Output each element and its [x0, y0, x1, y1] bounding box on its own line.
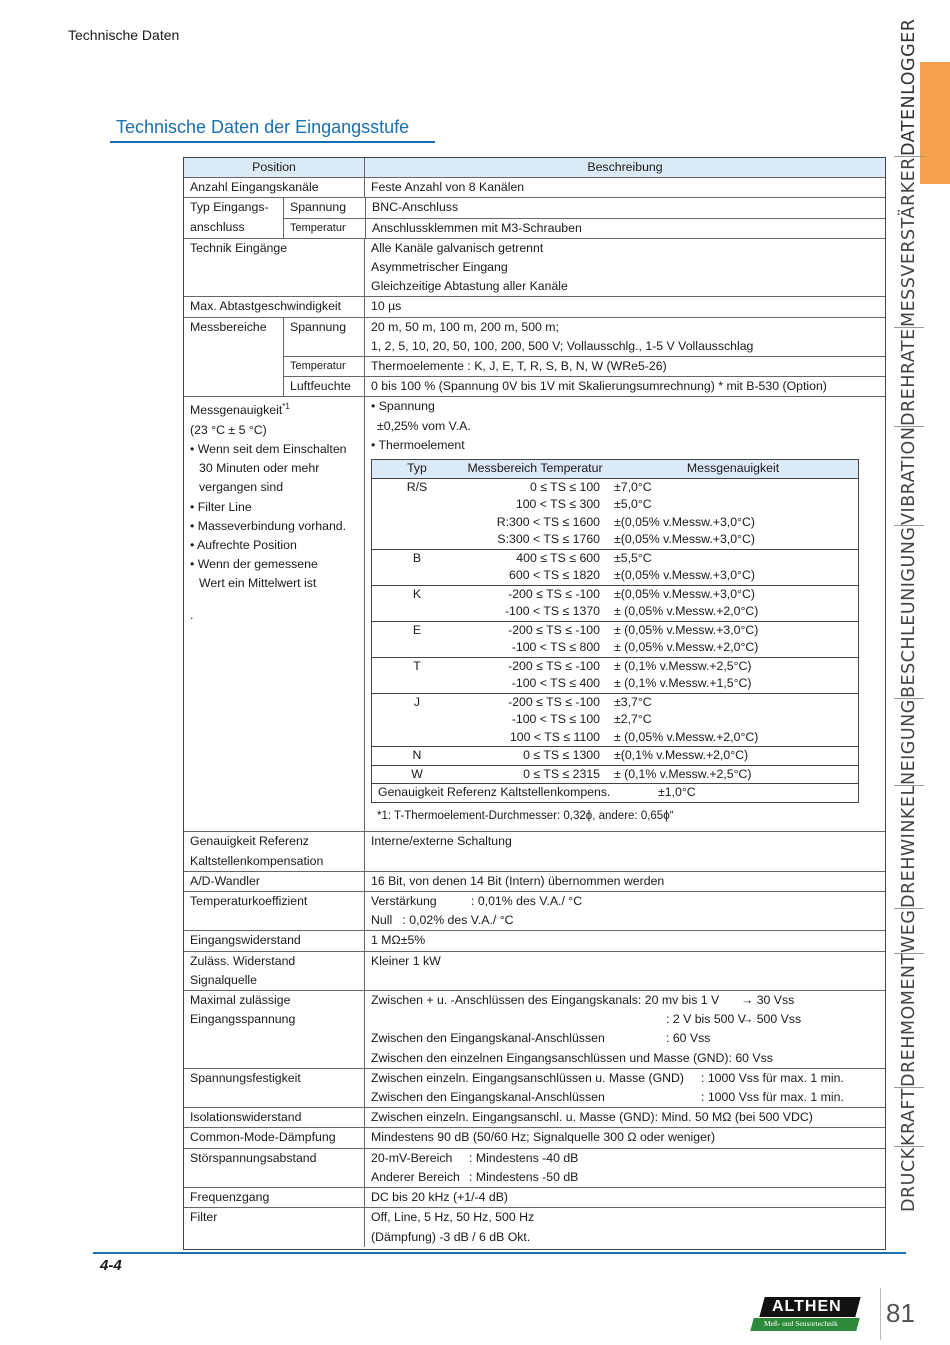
accuracy-value: ±3,7°C [614, 694, 652, 709]
row-sublabel: Spannung [284, 318, 365, 356]
inner-table-row [372, 550, 858, 568]
row-value: Anderer Bereich [371, 1169, 460, 1184]
page-number-divider [880, 1288, 881, 1340]
row-label: Temperaturkoeffizient [184, 892, 365, 930]
condition-item: • Wenn seit dem Einschalten [190, 441, 347, 456]
footnote: *1: T-Thermoelement-Durchmesser: 0,32ϕ, andere: 0,65ϕ“ [377, 809, 674, 822]
row-value: : 1000 Vss für max. 1 min. [701, 1090, 844, 1105]
logo-wordmark: ALTHEN [772, 1298, 842, 1315]
row-value: 20 m, 50 m, 100 m, 200 m, 500 m; [371, 319, 559, 334]
row-value: BNC-Anschluss [372, 200, 459, 215]
row-value: Zwischen den Eingangskanal-Anschlüssen [371, 1090, 605, 1105]
table-row-accuracy [184, 396, 885, 831]
sidebar-tab-kraft[interactable]: KRAFT [894, 1089, 924, 1148]
accuracy-value: ±7,0°C [614, 479, 652, 494]
col-header-description: Beschreibung [587, 160, 663, 174]
thermocouple-type: J [413, 694, 421, 709]
row-value: 1, 2, 5, 10, 20, 50, 100, 200, 500 V; Vollausschlg., 1-5 V Vollausschlag [371, 338, 754, 353]
temperature-range: 0 ≤ TS ≤ 100 [529, 479, 600, 494]
table-row [184, 871, 885, 891]
row-value: Off, Line, 5 Hz, 50 Hz, 500 Hz [371, 1210, 535, 1225]
inner-group-e [372, 621, 858, 657]
table-row [184, 238, 885, 297]
inner-table-row [372, 603, 858, 621]
row-label: Max. Abtastgeschwindigkeit [184, 297, 365, 316]
inner-table-row [372, 567, 858, 585]
inner-table-row [372, 729, 858, 747]
table-row [184, 891, 885, 930]
table-row [184, 317, 885, 397]
temperature-range: -100 < TS ≤ 800 [511, 640, 600, 655]
sidebar-tab-drehrate[interactable]: DREHRATE [894, 328, 924, 427]
row-value: ±0,25% vom V.A. [377, 418, 471, 433]
thermocouple-type [372, 711, 462, 729]
row-value: 16 Bit, von denen 14 Bit (Intern) übernommen werden [371, 873, 665, 888]
row-label: Maximal zulässige [190, 993, 291, 1008]
inner-table-row [372, 694, 858, 712]
accuracy-value: ± (0,05% v.Messw.+2,0°C) [614, 604, 759, 619]
row-value: : 0,01% des V.A./ °C [471, 894, 583, 909]
temperature-range: 600 < TS ≤ 1820 [509, 568, 600, 583]
row-label: Messgenauigkeit [190, 403, 283, 418]
inner-group-n [372, 746, 858, 765]
row-label: Technik Eingänge [184, 239, 365, 297]
inner-table-row [372, 675, 858, 693]
thermocouple-type: N [412, 748, 422, 763]
temperature-range: S:300 < TS ≤ 1760 [497, 532, 600, 547]
sidebar-tab-neigung[interactable]: NEIGUNG [894, 699, 924, 786]
row-value: Gleichzeitige Abtastung aller Kanäle [371, 279, 568, 294]
row-label: anschluss [190, 219, 245, 234]
row-value: Zwischen + u. -Anschlüssen des Eingangskanals: 20 mv bis 1 V [371, 993, 720, 1008]
table-row [184, 990, 885, 1068]
sidebar-tab-weg[interactable]: WEG [894, 909, 924, 953]
temperature-range: -100 < TS ≤ 1370 [504, 604, 600, 619]
inner-group-t [372, 657, 858, 693]
accuracy-value: ±(0,1% v.Messw.+2,0°C) [614, 748, 749, 763]
thermocouple-type [372, 675, 462, 693]
sidebar-tab-messverstärker[interactable]: MESSVERSTÄRKER [894, 157, 924, 328]
row-value: → 30 Vss [741, 993, 795, 1008]
inner-group-j [372, 693, 858, 747]
row-label: A/D-Wandler [184, 872, 365, 891]
row-label: Messbereiche [184, 318, 284, 397]
row-label: Störspannungsabstand [184, 1149, 365, 1187]
row-label: Eingangswiderstand [184, 931, 365, 950]
accuracy-value: ±(0,05% v.Messw.+3,0°C) [614, 532, 755, 547]
row-value: 0 bis 100 % (Spannung 0V bis 1V mit Skalierungsumrechnung) * mit B-530 (Option) [371, 379, 827, 394]
inner-table-row [372, 639, 858, 657]
inner-table-row [372, 711, 858, 729]
row-value: Mindestens 90 dB (50/60 Hz; Signalquelle 300 Ω oder weniger) [371, 1130, 716, 1145]
row-label: Typ Eingangs- [190, 200, 269, 215]
table-row [184, 1127, 885, 1147]
sidebar-tab-drehwinkel[interactable]: DREHWINKEL [894, 786, 924, 910]
temperature-range: 0 ≤ TS ≤ 2315 [523, 766, 600, 781]
table-row [184, 930, 885, 950]
inner-table-row [372, 496, 858, 514]
row-value: Null : 0,02% des V.A./ °C [371, 913, 514, 928]
stray-dot: . [190, 607, 194, 622]
row-value: Verstärkung [371, 894, 437, 909]
inner-table-row [372, 514, 858, 532]
condition-item: 30 Minuten oder mehr [199, 461, 320, 476]
table-row [184, 1068, 885, 1107]
temperature-range: -200 ≤ TS ≤ -100 [508, 622, 600, 637]
row-label: Anzahl Eingangskanäle [184, 178, 365, 197]
section-title-underline [110, 141, 435, 143]
condition-item: • Filter Line [190, 499, 252, 514]
thermocouple-type: T [413, 658, 421, 673]
temperature-range: R:300 < TS ≤ 1600 [496, 514, 600, 529]
row-value: Zwischen den einzelnen Eingangsanschlüssen und Masse (GND): 60 Vss [371, 1050, 773, 1065]
inner-table-row [372, 766, 858, 784]
inner-group-rs [372, 479, 858, 549]
row-value: Feste Anzahl von 8 Kanälen [371, 180, 525, 195]
thermocouple-accuracy-table [371, 459, 859, 803]
row-value: Zwischen einzeln. Eingangsanschl. u. Masse (GND): Mind. 50 MΩ (bei 500 VDC) [371, 1110, 813, 1125]
table-row [184, 177, 885, 197]
table-header-row [184, 158, 885, 177]
row-sublabel: Temperatur [284, 357, 365, 376]
row-value: 1 MΩ±5% [371, 933, 426, 948]
footer-rule [93, 1252, 906, 1254]
col-header-position: Position [184, 158, 365, 177]
row-value: Asymmetrischer Eingang [371, 260, 508, 275]
temperature-range: -200 ≤ TS ≤ -100 [508, 658, 600, 673]
inner-table-row [372, 622, 858, 640]
temperature-range: -100 < TS ≤ 400 [511, 676, 600, 691]
row-label: Spannungsfestigkeit [184, 1069, 365, 1107]
accuracy-value: ±5,5°C [614, 550, 652, 565]
condition-item: Wert ein Mittelwert ist [199, 576, 317, 591]
inner-table-row [372, 586, 858, 604]
table-row [184, 1207, 885, 1248]
logo-tagline: Meß- und Sensortechnik [764, 1319, 838, 1328]
accuracy-value: ±(0,05% v.Messw.+3,0°C) [614, 586, 755, 601]
condition-item: • Masseverbindung vorhand. [190, 518, 347, 533]
row-label: Genauigkeit Referenz [190, 834, 309, 849]
reference-label: Genauigkeit Referenz Kaltstellenkompens. [378, 785, 611, 800]
section-page-label: 4-4 [100, 1257, 122, 1274]
inner-col-typ: Typ [407, 461, 427, 476]
accuracy-value: ±(0,05% v.Messw.+3,0°C) [614, 568, 755, 583]
thermocouple-type: E [412, 622, 422, 637]
spec-table [183, 157, 886, 1250]
accuracy-value: ± (0,05% v.Messw.+3,0°C) [614, 622, 759, 637]
row-value: : 2 V bis 500 V [666, 1012, 746, 1027]
thermocouple-type [372, 567, 462, 585]
inner-group-w [372, 765, 858, 784]
inner-group-b [372, 549, 858, 585]
row-value: Zwischen einzeln. Eingangsanschlüssen u. Masse (GND) [371, 1070, 685, 1085]
sidebar-active-marker [920, 62, 950, 184]
row-label: Eingangsspannung [190, 1012, 296, 1027]
accuracy-value: ± (0,1% v.Messw.+2,5°C) [614, 766, 752, 781]
accuracy-value: ±5,0°C [614, 497, 652, 512]
sidebar-tab-beschleunigung[interactable]: BESCHLEUNIGUNG [894, 526, 924, 698]
running-header: Technische Daten [68, 27, 180, 43]
temperature-range: 400 ≤ TS ≤ 600 [516, 550, 600, 565]
thermocouple-type [372, 531, 462, 549]
accuracy-value: ±2,7°C [614, 712, 652, 727]
row-value: Anschlussklemmen mit M3-Schrauben [366, 218, 885, 238]
row-label: Isolationswiderstand [184, 1108, 365, 1127]
row-sublabel: Temperatur [284, 218, 365, 238]
sidebar-tab-vibration[interactable]: VIBRATION [894, 427, 924, 526]
temperature-range: -200 ≤ TS ≤ -100 [508, 586, 600, 601]
condition-item: vergangen sind [199, 480, 284, 495]
temperature-range: -200 ≤ TS ≤ -100 [508, 694, 600, 709]
row-value: Interne/externe Schaltung [371, 834, 512, 849]
table-row [184, 831, 885, 870]
accuracy-value: ± (0,1% v.Messw.+2,5°C) [614, 658, 752, 673]
row-sublabel: Luftfeuchte [284, 377, 365, 396]
section-title: Technische Daten der Eingangsstufe [116, 117, 410, 137]
thermocouple-type [372, 729, 462, 747]
temperature-range: 100 < TS ≤ 1100 [509, 729, 600, 744]
althen-logo [752, 1297, 862, 1335]
thermocouple-type: R/S [406, 479, 428, 494]
accuracy-value: ± (0,1% v.Messw.+1,5°C) [614, 676, 752, 691]
condition-item: • Aufrechte Position [190, 537, 297, 552]
inner-table-row [372, 479, 858, 497]
inner-table-footer [372, 783, 858, 802]
row-label: Kaltstellenkompensation [190, 853, 324, 868]
inner-group-k [372, 585, 858, 621]
accuracy-value: ± (0,05% v.Messw.+2,0°C) [614, 640, 759, 655]
row-value: : Mindestens -40 dB [469, 1150, 579, 1165]
condition-item: • Wenn der gemessene [190, 557, 318, 572]
inner-table-row [372, 747, 858, 765]
row-value: Zwischen den Eingangskanal-Anschlüssen [371, 1031, 605, 1046]
thermocouple-type [372, 514, 462, 532]
row-value: (Dämpfung) -3 dB / 6 dB Okt. [371, 1229, 531, 1244]
row-label: Common-Mode-Dämpfung [184, 1128, 365, 1147]
table-row [184, 951, 885, 990]
row-sublabel: Spannung [290, 200, 347, 215]
sidebar-tab-druck[interactable]: DRUCK [899, 1147, 919, 1212]
thermocouple-type [372, 639, 462, 657]
thermocouple-type: B [412, 550, 422, 565]
thermocouple-type [372, 496, 462, 514]
sidebar-tab-drehmoment[interactable]: DREHMOMENT [894, 954, 924, 1089]
table-row [184, 1148, 885, 1187]
row-label: (23 °C ± 5 °C) [190, 422, 267, 437]
thermocouple-type: K [412, 586, 422, 601]
table-row [184, 1187, 885, 1207]
temperature-range: 0 ≤ TS ≤ 1300 [523, 748, 600, 763]
table-row [184, 296, 885, 316]
page-number: 81 [886, 1298, 915, 1328]
thermocouple-type [372, 603, 462, 621]
temperature-range: 100 < TS ≤ 300 [515, 497, 600, 512]
row-value: DC bis 20 kHz (+1/-4 dB) [371, 1190, 509, 1205]
row-value: • Thermoelement [371, 437, 465, 452]
inner-col-accuracy: Messgenauigkeit [686, 461, 780, 476]
row-value: 10 µs [371, 299, 402, 314]
row-value: → 500 Vss [741, 1012, 802, 1027]
inner-table-header [372, 460, 858, 479]
inner-table-row [372, 531, 858, 549]
row-value: 20-mV-Bereich [371, 1150, 453, 1165]
temperature-range: -100 < TS ≤ 100 [511, 712, 600, 727]
row-value: Kleiner 1 kW [371, 953, 441, 968]
row-value: : 60 Vss [666, 1031, 711, 1046]
thermocouple-type: W [411, 766, 423, 781]
row-label: Filter [184, 1208, 365, 1246]
row-label: Frequenzgang [184, 1188, 365, 1207]
row-value: • Spannung [371, 399, 435, 414]
row-value: Thermoelemente : K, J, E, T, R, S, B, N, W (WRe5-26) [371, 359, 667, 374]
table-row [184, 197, 885, 237]
table-row [184, 1107, 885, 1127]
row-label: Signalquelle [190, 972, 258, 987]
accuracy-value: ±(0,05% v.Messw.+3,0°C) [614, 514, 755, 529]
category-sidebar [898, 19, 920, 1212]
accuracy-value: ± (0,05% v.Messw.+2,0°C) [614, 729, 759, 744]
row-label: Zuläss. Widerstand [190, 953, 296, 968]
inner-table-row [372, 658, 858, 676]
reference-value: ±1,0°C [658, 785, 696, 800]
sidebar-tab-datenlogger[interactable]: DATENLOGGER [894, 19, 924, 157]
row-value: : Mindestens -50 dB [469, 1169, 579, 1184]
inner-col-range: Messbereich Temperatur [467, 461, 603, 476]
row-value: Alle Kanäle galvanisch getrennt [371, 240, 544, 255]
row-value: : 1000 Vss für max. 1 min. [701, 1070, 844, 1085]
footnote-marker: *1 [282, 402, 290, 412]
